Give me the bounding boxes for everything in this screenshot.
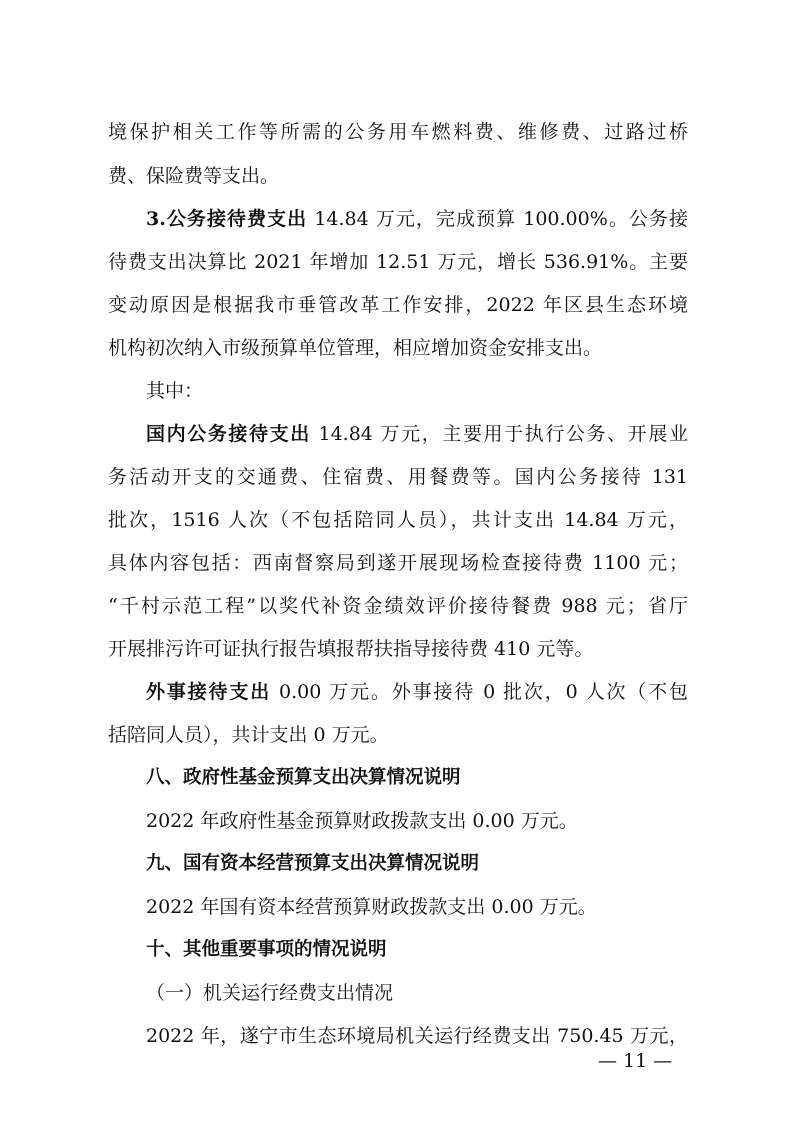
section-heading: 八、政府性基金预算支出决算情况说明: [146, 767, 461, 788]
bold-lead: 3.公务接待费支出: [146, 208, 308, 230]
bold-lead: 外事接待支出: [146, 681, 272, 703]
body-line: 开展排污许可证执行报告填报帮扶指导接待费 410 元等。: [108, 638, 594, 660]
body-line: 其中：: [146, 380, 204, 402]
body-line: 2022 年，遂宁市生态环境局机关运行经费支出 750.45 万元，: [146, 1025, 688, 1047]
body-line: 括陪同人员），共计支出 0 万元。: [108, 724, 389, 746]
body-line: 机构初次纳入市级预算单位管理，相应增加资金安排支出。: [108, 337, 603, 359]
section-heading: 十、其他重要事项的情况说明: [146, 939, 387, 960]
body-line: “千村示范工程”以奖代补资金绩效评价接待餐费 988 元；省厅: [108, 595, 688, 617]
body-line: 3.公务接待费支出 14.84 万元，完成预算 100.00%。公务接: [146, 208, 688, 230]
body-line: 外事接待支出 0.00 万元。外事接待 0 批次，0 人次（不包: [146, 681, 689, 703]
body-line: 待费支出决算比 2021 年增加 12.51 万元，增长 536.91%。主要: [108, 251, 688, 273]
body-line: 2022 年政府性基金预算财政拨款支出 0.00 万元。: [146, 810, 578, 832]
bold-lead: 国内公务接待支出: [146, 423, 311, 445]
body-line: 具体内容包括：西南督察局到遂开展现场检查接待费 1100 元；: [108, 552, 688, 574]
body-line: 国内公务接待支出 14.84 万元，主要用于执行公务、开展业: [146, 423, 688, 445]
body-line: 2022 年国有资本经营预算财政拨款支出 0.00 万元。: [146, 896, 597, 918]
page-number: — 11 —: [598, 1050, 673, 1072]
subsection-heading: （一）机关运行经费支出情况: [146, 982, 394, 1004]
body-line: 费、保险费等支出。: [108, 165, 280, 187]
body-line: 批次，1516 人次（不包括陪同人员），共计支出 14.84 万元，: [108, 509, 688, 531]
body-line: 务活动开支的交通费、住宿费、用餐费等。国内公务接待 131: [108, 466, 688, 488]
section-heading: 九、国有资本经营预算支出决算情况说明: [146, 853, 480, 874]
body-line: 变动原因是根据我市垂管改革工作安排，2022 年区县生态环境: [108, 294, 688, 316]
body-line: 境保护相关工作等所需的公务用车燃料费、维修费、过路过桥: [108, 121, 688, 143]
